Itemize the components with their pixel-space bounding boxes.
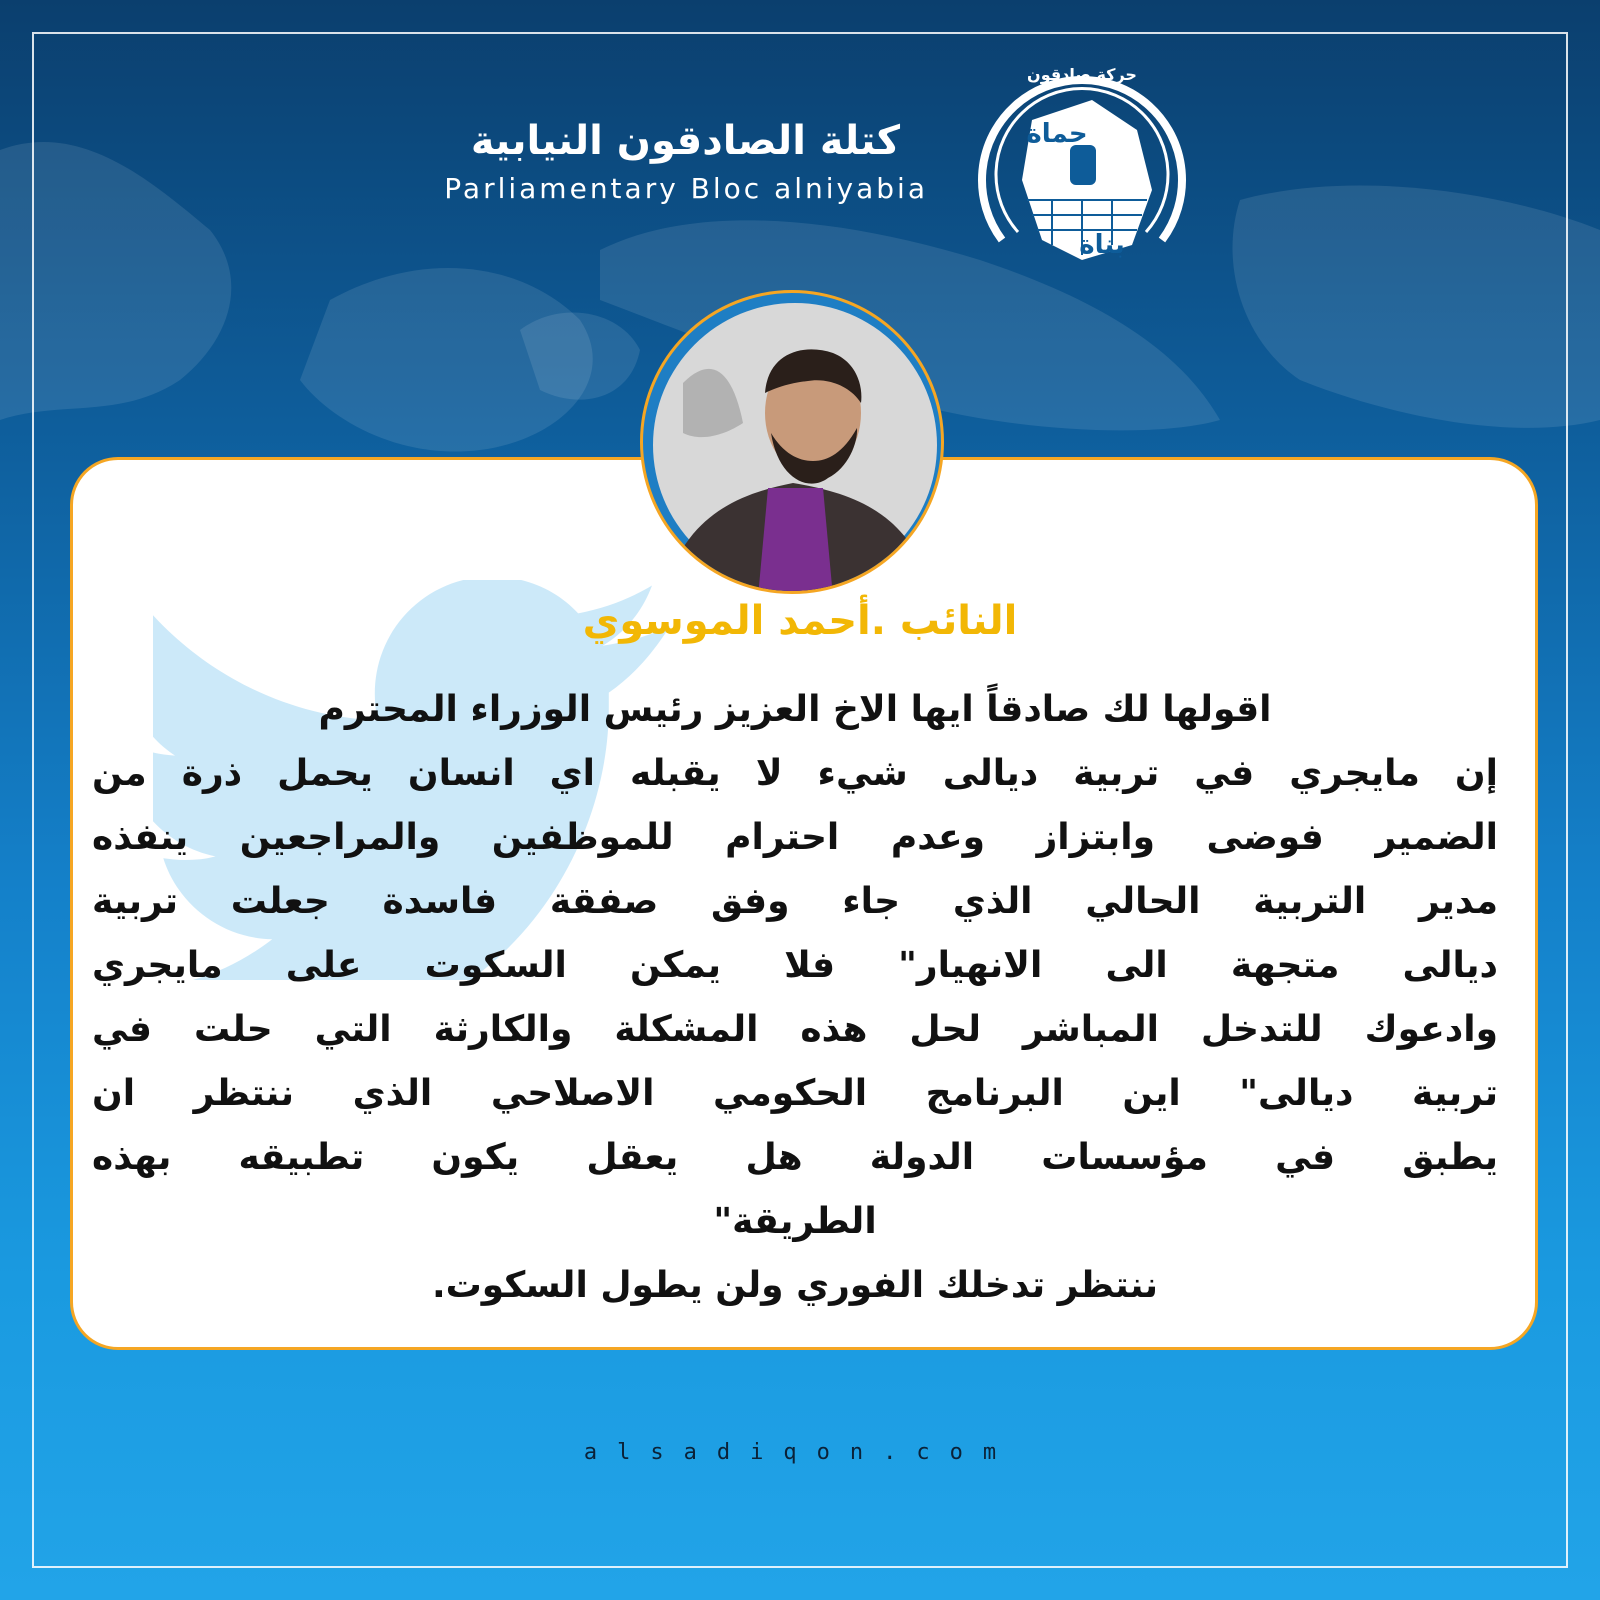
speaker-photo: [640, 290, 944, 594]
statement-line: وادعوك للتدخل المباشر لحل هذه المشكلة والكارثة التي حلت في: [92, 1009, 1498, 1050]
statement-opening: اقولها لك صادقاً ايها الاخ العزيز رئيس الوزراء المحترم: [318, 689, 1272, 730]
speaker-name: النائب .أحمد الموسوي: [582, 598, 1018, 644]
fist-icon: [1070, 145, 1096, 185]
statement-line: ديالى متجهة الى الانهيار" فلا يمكن السكوت على مايجري: [92, 945, 1498, 986]
website-link[interactable]: alsadiqon.com: [583, 1440, 1017, 1465]
logo-top-word: حماة: [1026, 119, 1088, 149]
statement-last-line: الطريقة": [713, 1201, 877, 1242]
logo-ring-text: حركة صادقون: [1027, 65, 1137, 84]
statement-body: [92, 678, 1498, 1318]
statement-line: يطبق في مؤسسات الدولة هل يعقل يكون تطبيقه بهذه: [92, 1137, 1498, 1178]
bloc-subtitle: Parliamentary Bloc alniyabia: [444, 172, 928, 205]
logo-bottom-word: بناة: [1079, 230, 1125, 260]
statement-line: تربية ديالى" اين البرنامج الحكومي الاصلاحي الذي ننتظر ان: [92, 1073, 1498, 1114]
statement-line: إن مايجري في تربية ديالى شيء لا يقبله اي انسان يحمل ذرة من: [92, 753, 1498, 794]
statement-line: مدير التربية الحالي الذي جاء وفق صفقة فاسدة جعلت تربية: [92, 881, 1498, 922]
statement-closing: ننتظر تدخلك الفوري ولن يطول السكوت.: [431, 1265, 1159, 1306]
bloc-logo: [962, 50, 1202, 290]
statement-line: الضمير فوضى وابتزاز وعدم احترام للموظفين والمراجعين ينفذه: [92, 817, 1498, 858]
bloc-title: كتلة الصادقون النيابية: [470, 118, 900, 164]
